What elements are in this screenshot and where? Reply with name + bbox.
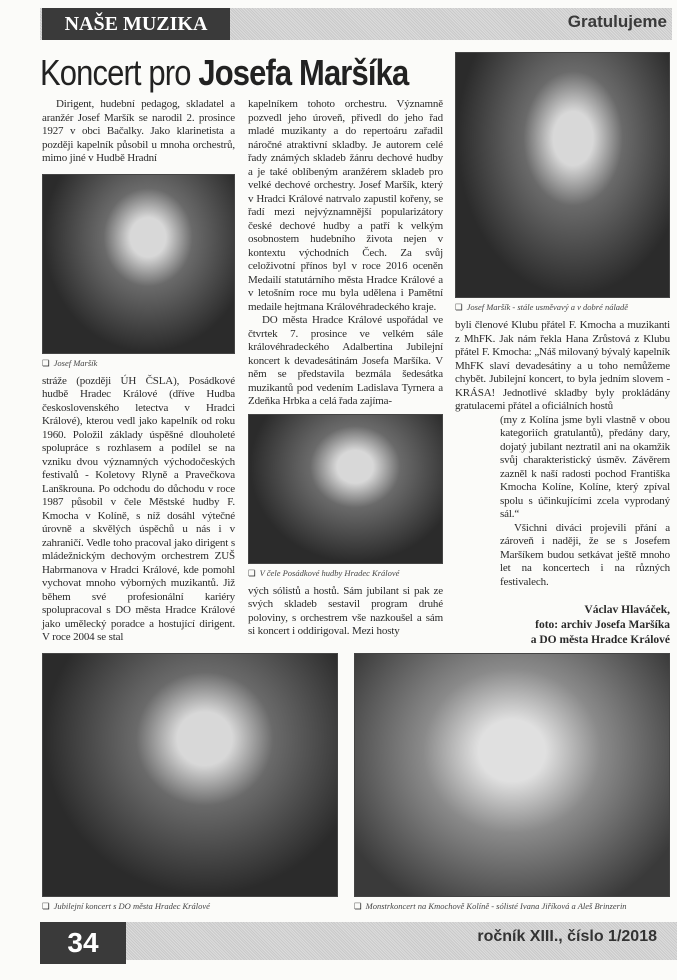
bottom-photo-right xyxy=(354,653,670,919)
column-3-top: byli členové Klubu přátel F. Kmocha a muzikanti z MhFK. Jak nám řekla Hana Zrůstová z Klubu přátel F. Kmocha: „Náš milovaný bývalý kapelník MhFK slaví devadesátiny a u toho nemůžeme chybět. Jubilejní koncert, to byla jedním slovem - KRÁSA! Jednotlivé skladby byly prokládány gratulacemi přátel a oficiálních hostů xyxy=(455,319,670,412)
column-3-inset: (my z Kolína jsme byli vlastně v obou kategoriích gratulantů), předány dary, dojatý jubilant neztratil ani na okamžik svůj charakteristický úsměv. Závěrem zazněl k naší radosti pochod Františka Kmocha Kolíne, Kolíne, který zpíval spolu s účinkujícími zcela vyprodaný sál.“ Všichni diváci projevili přání a zároveň i naději, že se s Josefem Maršíkem budou setkávat ještě mnoho let na koncertech i na různých festivalech. xyxy=(500,413,670,588)
bottom-photos xyxy=(42,653,670,919)
magazine-name: NAŠE MUZIKA xyxy=(42,8,230,40)
photo-monster-concert xyxy=(354,653,670,898)
photo-military-band xyxy=(248,414,443,564)
page-title: Koncert pro Josefa Maršíka xyxy=(40,52,409,93)
column-2-top: kapelníkem tohoto orchestru. Významně pozvedl jeho úroveň, přivedl do jeho řad mladé muzikanty a do repertoáru zařadil náročné atraktivní skladby. Je autorem celé řady známých skladeb žánru dechové hudby a je také oblíbeným aranžérem skladeb pro velké dechové orchestry. Josef Maršík, který v Hradci Králové natrvalo zapustil kořeny, se řadí mezi nejvýznamnější popularizátory české dechové hudby a patří k velkým osobnostem hudebního života nejen v kontextu východních Čech. Za svůj celoživotní přínos byl v roce 2016 oceněn Medailí statutárního města Hradce Králové a v letošním roce mu byla udělena i Pamětní medaile hejtmana Královéhradeckého kraje. DO města Hradce Králové uspořádal ve čtvrtek 7. prosince ve velkém sále královéhradeckého Adalbertina Jubilejní koncert k devadesátinám Josefa Maršíka. V něm se představila bezmála šedesátka muzikantů pod vedením Ladislava Tyrnera a Zdeňka Hrbka a celá řada zajíma- xyxy=(248,98,443,407)
column-2-bottom: vých sólistů a hostů. Sám jubilant si pak ze svých skladeb sestavil program druhé poloviny, s orchestrem vše nazkoušel a sám si koncert i oddirigoval. Mezi hosty xyxy=(248,584,443,637)
column-1 xyxy=(42,98,235,645)
section-label: Gratulujeme xyxy=(567,12,667,31)
photo-marsik-conducting xyxy=(42,174,235,354)
caption-photo-3: ❏ V čele Posádkové hudby Hradec Králové xyxy=(248,568,443,579)
caption-photo-1: ❏ Josef Maršík xyxy=(42,358,235,369)
author-credit: Václav Hlaváček, foto: archiv Josefa Maršíka a DO města Hradce Králové xyxy=(530,604,670,646)
issue-info: ročník XIII., číslo 1/2018 xyxy=(477,928,657,945)
bottom-photo-left xyxy=(42,653,338,919)
column-1-top: Dirigent, hudební pedagog, skladatel a aranžér Josef Maršík se narodil 2. prosince 1927 v obci Bačalky. Jako klarinetista a později kapelník působil u mnoha orchestrů, mimo jiné v Hudbě Hradní xyxy=(42,98,235,164)
photo-marsik-microphone xyxy=(455,52,670,298)
column-3 xyxy=(455,52,670,648)
caption-photo-2: ❏ Josef Maršík - stále usměvavý a v dobré náladě xyxy=(455,302,670,313)
photo-jubilee-concert xyxy=(42,653,338,898)
column-1-bottom: stráže (později ÚH ČSLA), Posádkové hudbě Hradec Králové (dříve Hudba československého letectva v Hradci Králové), kterou vedl jako kapelník od roku 1960. Položil základy úspěšné dlouholeté spolupráce s rozhlasem a podílel se na vzniku dvou významných východočeských festivalů - Koletovy Rlyně a Pravečkova Lanškrouna. Po odchodu do důchodu v roce 1987 působil v čele Městské hudby F. Kmocha v Kolíně, s níž dosáhl výtečné úrovně a skvělých úspěchů u nás i v zahraničí. Vedle toho pracoval jako dirigent s mládežnickým dechovým orchestrem ZUŠ Habrmanova v Hradci Králové, kde pomohl vychovat mnoho výborných muzikantů. Již během své profesionální kariéry spolupracoval s DO města Hradce Králové jako umělecký poradce a hostující dirigent. V roce 2004 se stal xyxy=(42,374,235,643)
caption-photo-5: ❏ Monstrkoncert na Kmochově Kolíně - sólisté Ivana Jiříková a Aleš Brinzerin xyxy=(354,901,670,912)
column-2 xyxy=(248,98,443,645)
caption-photo-4: ❏ Jubilejní koncert s DO města Hradec Králové xyxy=(42,901,338,912)
page-number: 34 xyxy=(40,922,126,964)
